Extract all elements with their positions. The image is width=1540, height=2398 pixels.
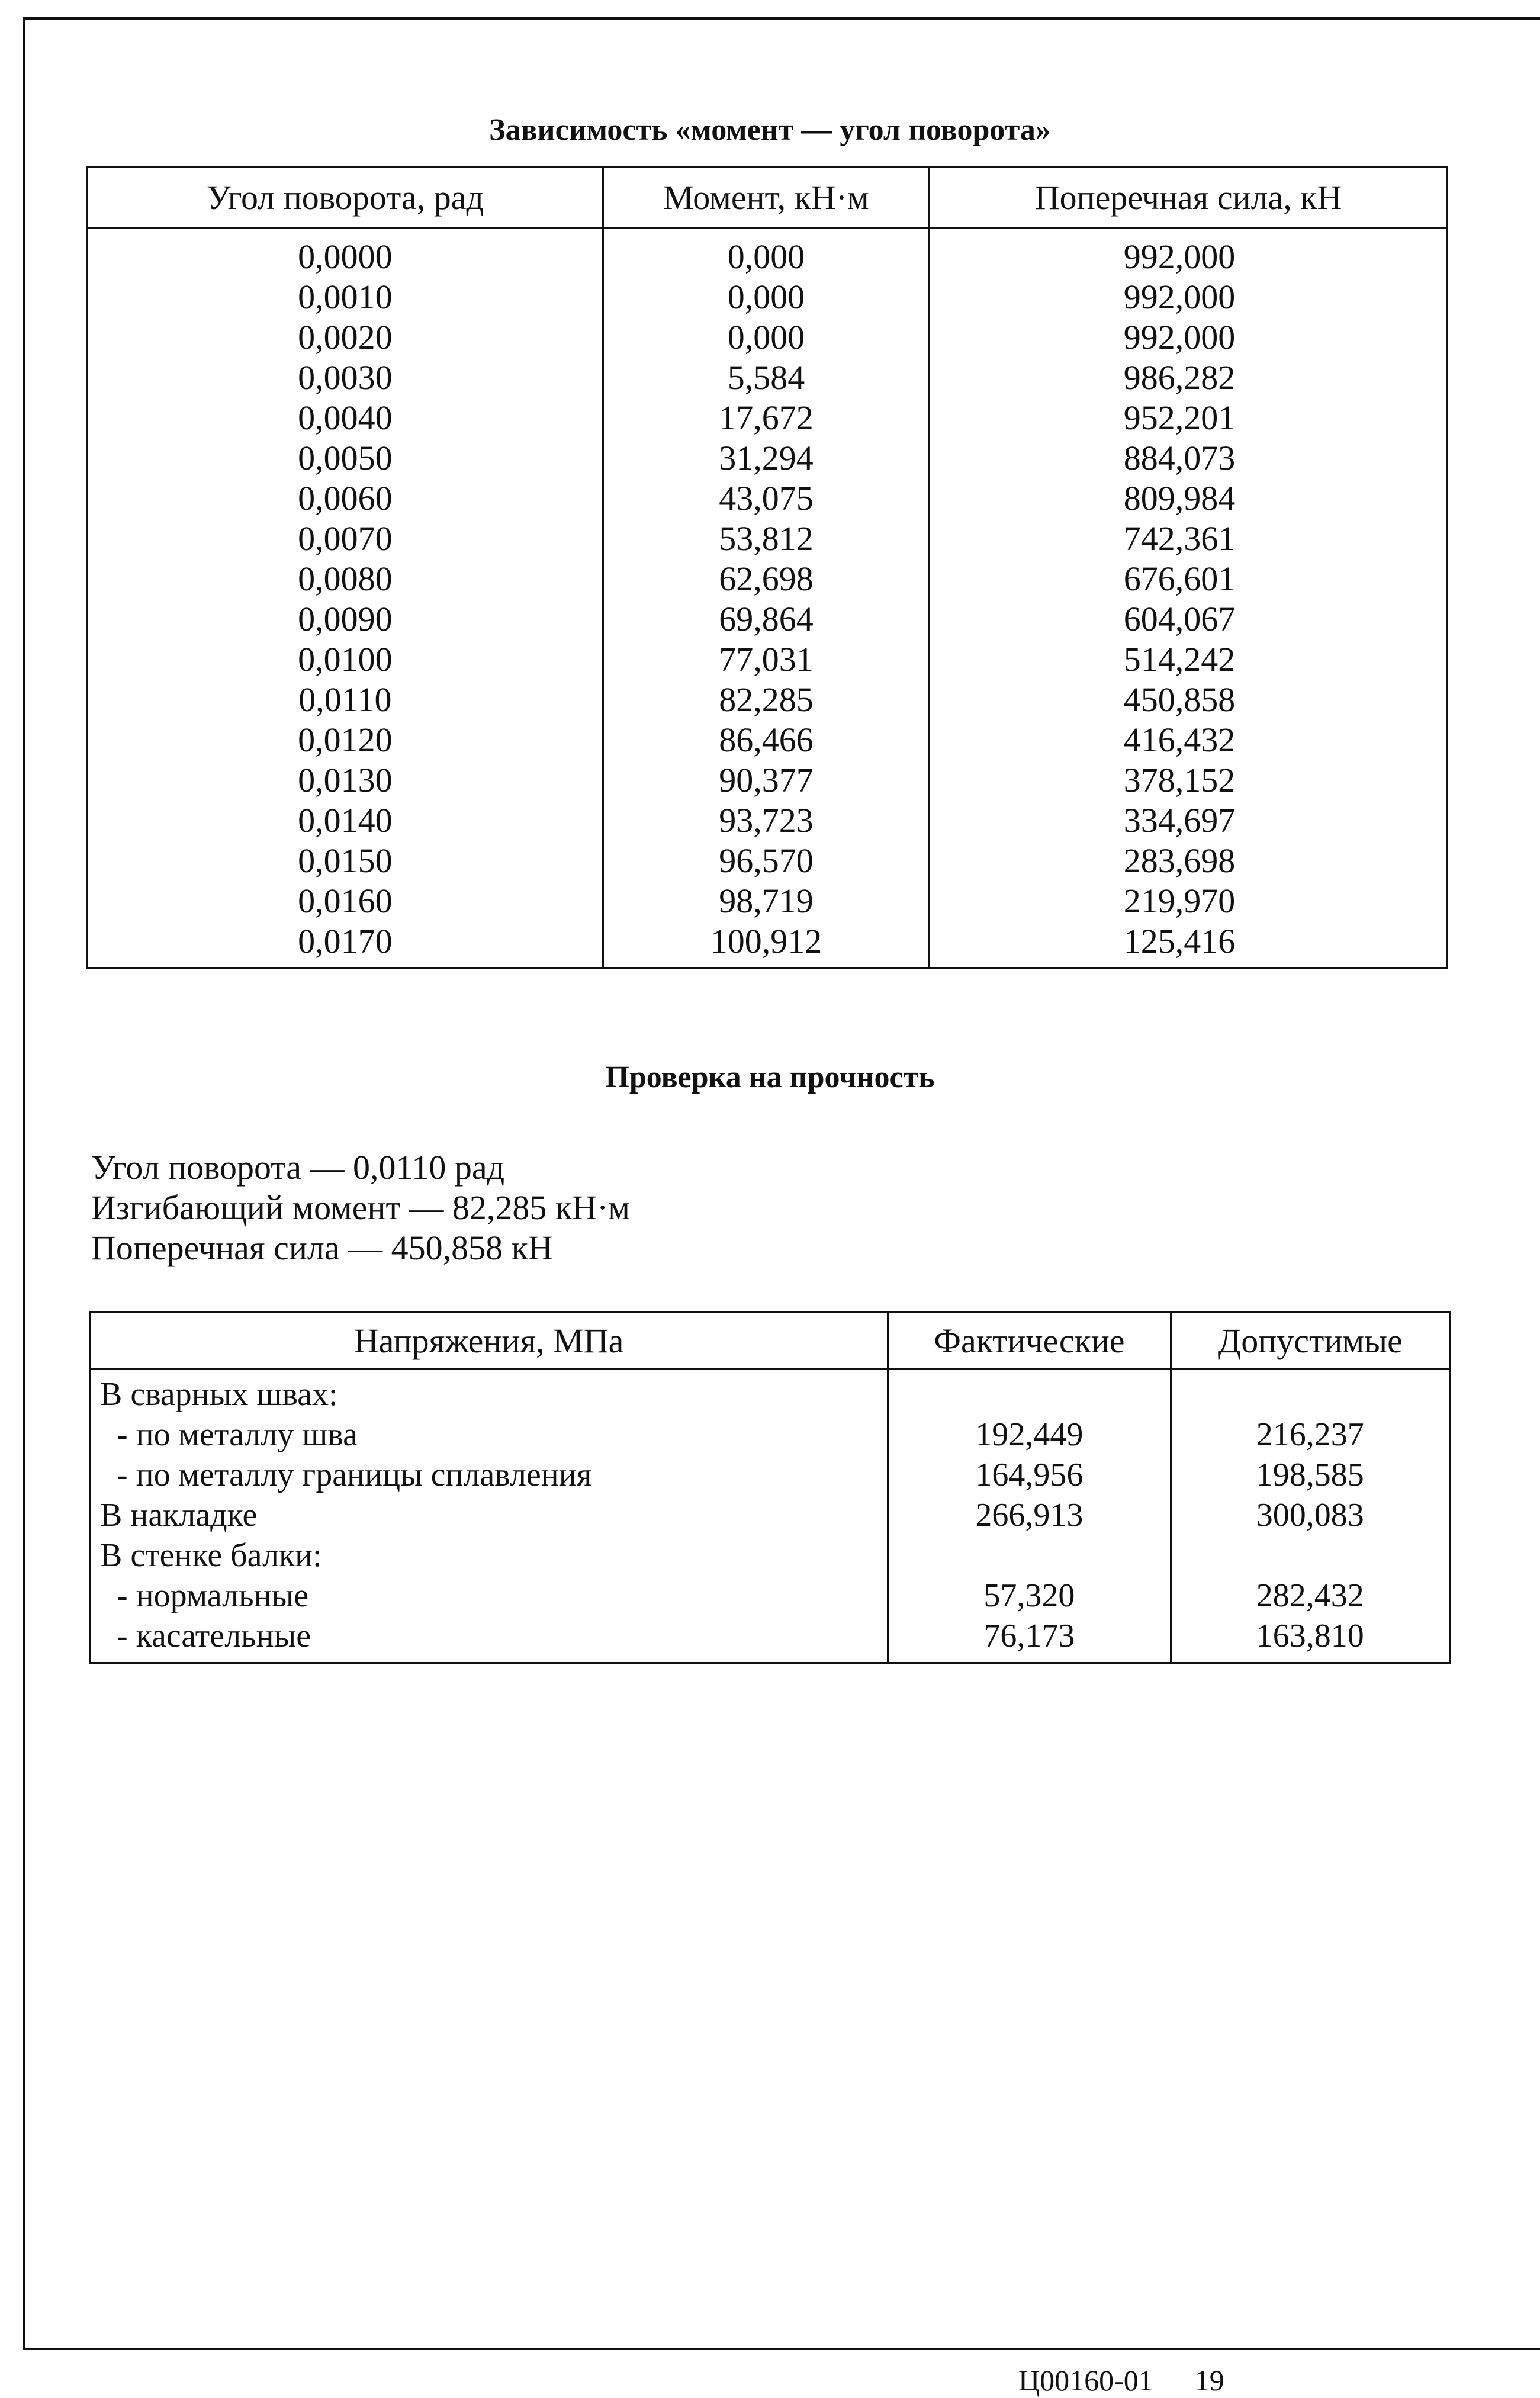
stress-label-cell: В стенке балки: (90, 1535, 888, 1576)
shear-cell: 884,073 (930, 438, 1448, 478)
check-angle: Угол поворота — 0,0110 рад (91, 1148, 505, 1187)
shear-cell: 450,858 (930, 680, 1448, 720)
shear-cell: 992,000 (930, 228, 1448, 278)
table-row (88, 841, 1448, 881)
table-row (88, 277, 1448, 317)
shear-cell: 219,970 (930, 881, 1448, 921)
angle-cell: 0,0150 (88, 841, 603, 881)
check-shear: Поперечная сила — 450,858 кН (91, 1229, 553, 1267)
table-row (90, 1495, 1450, 1535)
stress-label-cell: - по металлу границы сплавления (90, 1455, 888, 1495)
header-actual: Фактические (888, 1313, 1171, 1369)
angle-cell: 0,0090 (88, 599, 603, 639)
table-row (88, 478, 1448, 519)
shear-cell: 992,000 (930, 277, 1448, 317)
stress-label-cell: - по металлу шва (90, 1415, 888, 1455)
moment-cell: 77,031 (603, 639, 929, 680)
moment-cell: 31,294 (603, 438, 929, 478)
page-footer (1018, 2362, 1266, 2398)
moment-cell: 100,912 (603, 921, 929, 969)
moment-cell: 17,672 (603, 398, 929, 438)
actual-cell: 57,320 (888, 1576, 1171, 1616)
header-angle: Угол поворота, рад (88, 167, 603, 228)
table-row (88, 519, 1448, 559)
table-row (88, 921, 1448, 969)
table-row (88, 438, 1448, 478)
table-row (90, 1455, 1450, 1495)
moment-cell: 43,075 (603, 478, 929, 519)
angle-cell: 0,0160 (88, 881, 603, 921)
shear-cell: 378,152 (930, 760, 1448, 801)
shear-cell: 986,282 (930, 358, 1448, 398)
allowable-cell: 198,585 (1171, 1455, 1449, 1495)
angle-cell: 0,0110 (88, 680, 603, 720)
allowable-cell (1171, 1535, 1449, 1576)
table-row (88, 639, 1448, 680)
moment-cell: 5,584 (603, 358, 929, 398)
moment-cell: 53,812 (603, 519, 929, 559)
allowable-cell: 300,083 (1171, 1495, 1449, 1535)
angle-cell: 0,0130 (88, 760, 603, 801)
angle-cell: 0,0020 (88, 317, 603, 358)
moment-cell: 0,000 (603, 317, 929, 358)
header-stress: Напряжения, МПа (90, 1313, 888, 1369)
moment-cell: 86,466 (603, 720, 929, 760)
moment-cell: 90,377 (603, 760, 929, 801)
actual-cell (888, 1369, 1171, 1415)
shear-cell: 334,697 (930, 801, 1448, 841)
stress-label-cell: В накладке (90, 1495, 888, 1535)
table-row (88, 398, 1448, 438)
actual-cell: 76,173 (888, 1616, 1171, 1663)
shear-cell: 952,201 (930, 398, 1448, 438)
moment-cell: 69,864 (603, 599, 929, 639)
page-number: 19 (1194, 2364, 1224, 2397)
actual-cell: 164,956 (888, 1455, 1171, 1495)
angle-cell: 0,0050 (88, 438, 603, 478)
moment-cell: 96,570 (603, 841, 929, 881)
moment-cell: 0,000 (603, 228, 929, 278)
doc-code: Ц00160-01 (1018, 2364, 1153, 2397)
shear-cell: 676,601 (930, 559, 1448, 599)
table-row (88, 559, 1448, 599)
table-row (88, 599, 1448, 639)
shear-cell: 604,067 (930, 599, 1448, 639)
moment-cell: 82,285 (603, 680, 929, 720)
table1-title: Зависимость «момент — угол поворота» (489, 113, 1051, 147)
stress-table (89, 1311, 1451, 1664)
check-title: Проверка на прочность (605, 1060, 935, 1094)
table-row (90, 1616, 1450, 1663)
shear-cell: 125,416 (930, 921, 1448, 969)
moment-cell: 62,698 (603, 559, 929, 599)
shear-cell: 742,361 (930, 519, 1448, 559)
angle-cell: 0,0060 (88, 478, 603, 519)
table-row (90, 1535, 1450, 1576)
angle-cell: 0,0080 (88, 559, 603, 599)
angle-cell: 0,0040 (88, 398, 603, 438)
angle-cell: 0,0010 (88, 277, 603, 317)
header-allowable: Допустимые (1171, 1313, 1449, 1369)
angle-cell: 0,0170 (88, 921, 603, 969)
allowable-cell: 163,810 (1171, 1616, 1449, 1663)
angle-cell: 0,0030 (88, 358, 603, 398)
table-row (90, 1415, 1450, 1455)
table-row (88, 881, 1448, 921)
stress-label-cell: В сварных швах: (90, 1369, 888, 1415)
angle-cell: 0,0070 (88, 519, 603, 559)
stress-label-cell: - нормальные (90, 1576, 888, 1616)
table-row (88, 720, 1448, 760)
allowable-cell: 216,237 (1171, 1415, 1449, 1455)
table-row (90, 1576, 1450, 1616)
angle-cell: 0,0140 (88, 801, 603, 841)
angle-cell: 0,0000 (88, 228, 603, 278)
table-row (88, 358, 1448, 398)
table-row (88, 680, 1448, 720)
table-row (90, 1369, 1450, 1415)
check-moment: Изгибающий момент — 82,285 кН·м (91, 1188, 630, 1227)
table-row (88, 760, 1448, 801)
actual-cell: 192,449 (888, 1415, 1171, 1455)
actual-cell: 266,913 (888, 1495, 1171, 1535)
allowable-cell: 282,432 (1171, 1576, 1449, 1616)
angle-cell: 0,0100 (88, 639, 603, 680)
header-shear: Поперечная сила, кН (930, 167, 1448, 228)
moment-cell: 98,719 (603, 881, 929, 921)
shear-cell: 809,984 (930, 478, 1448, 519)
angle-cell: 0,0120 (88, 720, 603, 760)
moment-cell: 93,723 (603, 801, 929, 841)
table-row (88, 317, 1448, 358)
shear-cell: 514,242 (930, 639, 1448, 680)
shear-cell: 416,432 (930, 720, 1448, 760)
allowable-cell (1171, 1369, 1449, 1415)
moment-cell: 0,000 (603, 277, 929, 317)
shear-cell: 992,000 (930, 317, 1448, 358)
actual-cell (888, 1535, 1171, 1576)
moment-angle-table (86, 166, 1448, 969)
shear-cell: 283,698 (930, 841, 1448, 881)
table-row (88, 228, 1448, 278)
stress-label-cell: - касательные (90, 1616, 888, 1663)
header-moment: Момент, кН·м (603, 167, 929, 228)
table-row (88, 801, 1448, 841)
